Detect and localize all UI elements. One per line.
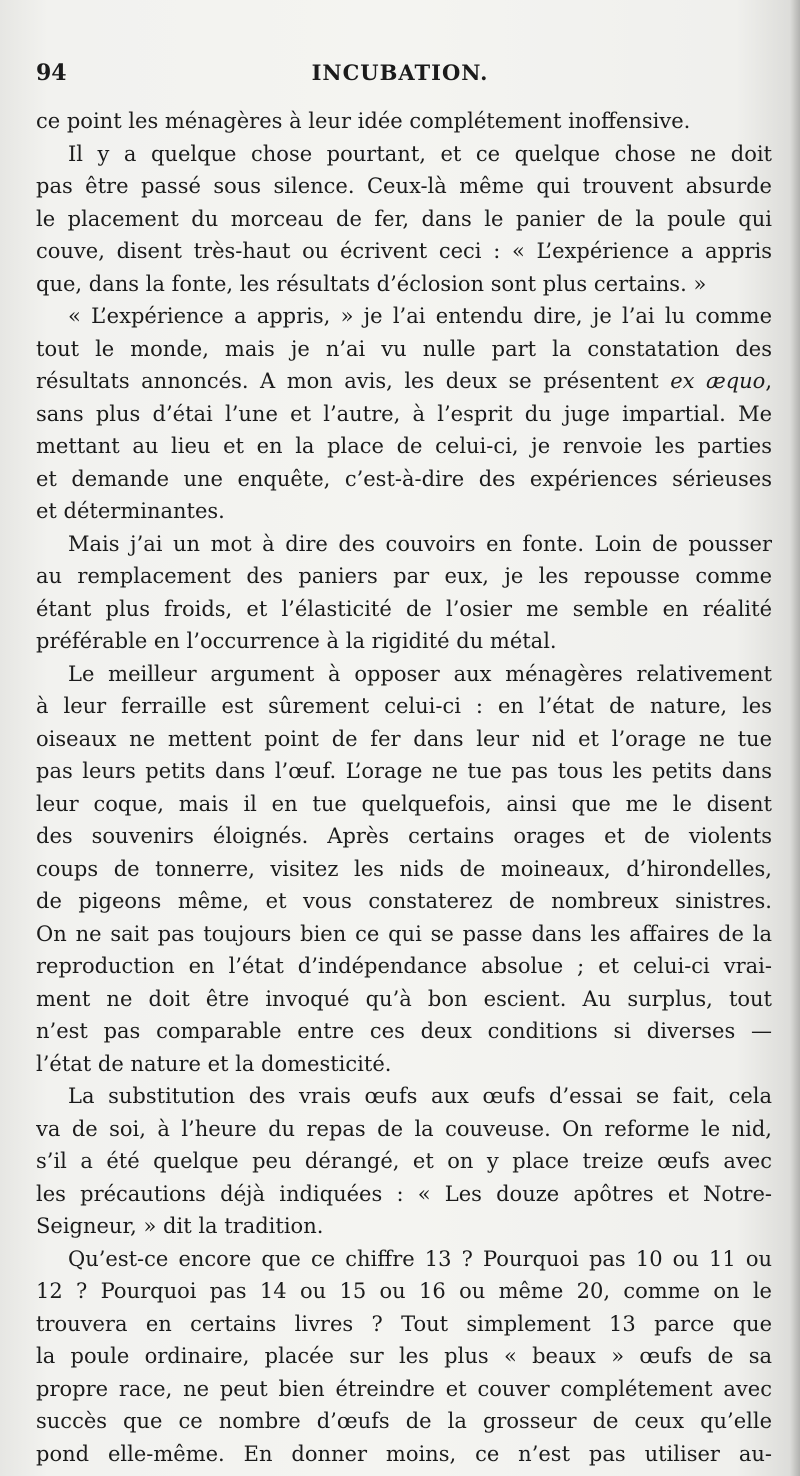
- text-line: oiseaux ne mettent point de fer dans leur nid et l’orage ne tue: [36, 726, 772, 751]
- text-line: les précautions déjà indiquées : « Les douze apôtres et Notre-: [36, 1181, 772, 1206]
- text-line: à leur ferraille est sûrement celui-ci : en l’état de nature, les: [36, 694, 772, 718]
- text-line: s’il a été quelque peu dérangé, et on y place treize œufs avec: [36, 1149, 772, 1173]
- text-line: ment ne doit être invoqué qu’à bon escient. Au surplus, tout: [36, 986, 772, 1011]
- page-header: [36, 58, 764, 94]
- latin-phrase: ex æquo: [670, 369, 766, 393]
- text-line: sans plus d’étai l’une et l’autre, à l’esprit du juge impartial. Me: [36, 401, 772, 426]
- running-title: INCUBATION.: [311, 60, 489, 85]
- text-line: des souvenirs éloignés. Après certains orages et de violents: [36, 824, 772, 848]
- text-line: leur coque, mais il en tue quelquefois, ainsi que me le disent: [36, 791, 772, 816]
- text-line: résultats annoncés. A mon avis, les deux se présentent ex æquo,: [36, 369, 772, 393]
- text-line: pas leurs petits dans l’œuf. L’orage ne tue pas tous les petits dans: [36, 759, 772, 783]
- text-line: tout le monde, mais je n’ai vu nulle part la constatation des: [36, 336, 772, 361]
- text-line: Le meilleur argument à opposer aux ménagères relativement: [68, 661, 772, 686]
- page-edge-shadow: [790, 0, 800, 1476]
- page-number: 94: [36, 60, 67, 86]
- text-line: la poule ordinaire, placée sur les plus « beaux » œufs de sa: [36, 1344, 772, 1368]
- text-line: « L’expérience a appris, » je l’ai entendu dire, je l’ai lu comme: [68, 304, 772, 328]
- text-line: l’état de nature et la domesticité.: [36, 1051, 392, 1076]
- text-line: reproduction en l’état d’indépendance absolue ; et celui-ci vrai-: [36, 954, 772, 978]
- text-line: succès que ce nombre d’œufs de la grosseur de ceux qu’elle: [36, 1409, 772, 1433]
- text-line: n’est pas comparable entre ces deux conditions si diverses —: [36, 1019, 772, 1043]
- text-line: 12 ? Pourquoi pas 14 ou 15 ou 16 ou même 20, comme on le: [36, 1279, 772, 1303]
- text-line: La substitution des vrais œufs aux œufs d’essai se fait, cela: [68, 1084, 772, 1108]
- body-text: [36, 105, 772, 1470]
- text-line: et demande une enquête, c’est-à-dire des expériences sérieuses: [36, 466, 772, 491]
- text-line: le placement du morceau de fer, dans le panier de la poule qui: [36, 206, 772, 231]
- text-line: pond elle-même. En donner moins, ce n’est pas utiliser au-: [36, 1441, 772, 1466]
- text-line: Il y a quelque chose pourtant, et ce quelque chose ne doit: [68, 141, 772, 166]
- text-line: de pigeons même, et vous constaterez de nombreux sinistres.: [36, 889, 772, 913]
- text-line: que, dans la fonte, les résultats d’éclosion sont plus certains. »: [36, 271, 707, 296]
- text-line: propre race, ne peut bien étreindre et couver complétement avec: [36, 1376, 772, 1401]
- text-line: Seigneur, » dit la tradition.: [36, 1214, 324, 1238]
- text-line: pas être passé sous silence. Ceux-là même qui trouvent absurde: [36, 174, 772, 198]
- text-line: coups de tonnerre, visitez les nids de moineaux, d’hirondelles,: [36, 856, 772, 881]
- text-line: et déterminantes.: [36, 499, 225, 523]
- text-line: On ne sait pas toujours bien ce qui se passe dans les affaires de la: [36, 921, 772, 946]
- text-line: couve, disent très-haut ou écrivent ceci : « L’expérience a appris: [36, 239, 772, 263]
- text-line: va de soi, à l’heure du repas de la couveuse. On reforme le nid,: [36, 1116, 772, 1141]
- text-line: Qu’est-ce encore que ce chiffre 13 ? Pourquoi pas 10 ou 11 ou: [68, 1246, 772, 1271]
- text-line: préférable en l’occurrence à la rigidité du métal.: [36, 629, 557, 653]
- text-line: étant plus froids, et l’élasticité de l’osier me semble en réalité: [36, 596, 772, 621]
- text-line: mettant au lieu et en la place de celui-ci, je renvoie les parties: [36, 434, 772, 458]
- text-line: trouvera en certains livres ? Tout simplement 13 parce que: [36, 1311, 772, 1336]
- text-line: Mais j’ai un mot à dire des couvoirs en fonte. Loin de pousser: [68, 531, 772, 556]
- text-line: ce point les ménagères à leur idée complétement inoffensive.: [36, 109, 691, 133]
- text-line: au remplacement des paniers par eux, je les repousse comme: [36, 564, 772, 588]
